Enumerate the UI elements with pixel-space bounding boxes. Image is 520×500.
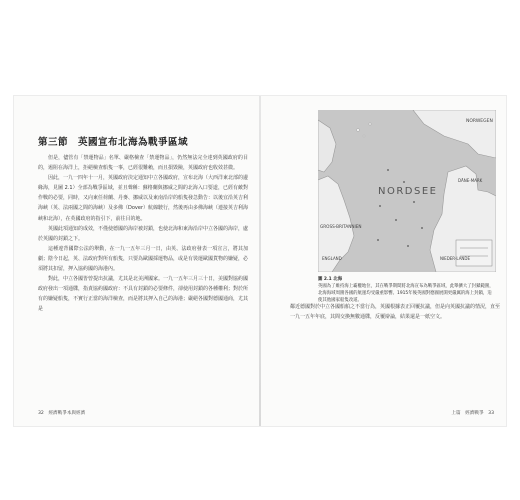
map-label-north-sea: NORDSEE <box>378 186 438 197</box>
section-heading: 第三節 英國宣布北海為戰爭區域 <box>38 137 189 148</box>
caption-text: 英國為了維持海上霸權地位，其在戰爭期間將北海宣布為戰爭區域，此舉擴大了封鎖範圍，北海海域周圍各國的航運均受嚴重影響。1915年後英國對德國展開更嚴厲的海上封鎖，迫使其他國家船隻改道。 <box>318 284 494 303</box>
paragraph: 英國此項通知的成效，不僅使德國的海岸被封鎖，也使北海和東海沿岸中立各國的海岸，處於英國的封鎖之下。 <box>38 225 249 242</box>
paragraph: 鄰近德國對於中立各國船舶之不當行為，英國根據表正回覆抗議，但是向英國抗議的情況，直至一九一五年年底，其間交換無數通牒，反覆辯論，結果還是一紙空文。 <box>290 304 501 321</box>
map-label-netherlands: NIEDER-LANDE <box>440 256 471 261</box>
paragraph: 對此，中立各國皆曾提出抗議，尤其是北美洲國家。一九一五年三月三十日，美國對協約國政府發出一項通牒，指責協約國政府：不具有封鎖的必要條件，卻使用封鎖的各種權利；對於所有的嫌疑船隻，不實行正當的海洋檢查，而是將其押入自己的海港；嚴絕各國對德國通商，尤其是 <box>38 276 249 313</box>
book-gutter <box>259 96 261 426</box>
left-body-text <box>38 153 248 315</box>
map-label-great-britain: GROSS-BRITANNIEN <box>320 224 362 229</box>
right-page <box>270 96 500 426</box>
right-body-text <box>290 302 500 322</box>
map-label-denmark: DÄNE-MARK <box>458 178 483 183</box>
north-sea-map <box>318 110 496 272</box>
map-label-norway: NORWEGEN <box>466 119 493 124</box>
map-label-england: ENGLAND <box>322 256 342 261</box>
map-caption <box>318 276 496 304</box>
paragraph: 這種違背國際公法的舉動，在一九一五年三月一日，由英、法政府發表一項宣言，將其加劇；陰今日起，英、法政府對所有船隻，只要為歐國採運物品，或是有裝運歐國貨物的嫌疑，必須將其扣留，押入協約國的海港內。 <box>38 245 249 273</box>
paragraph: 但是，儘管有「禁運物品」名單、嚴格檢查「禁運物品」，仍然無法完全達到英國政府的目的，遏阻在海洋上，拒絕檢查船隻一事，已經很難賴，而且損毀險，英國政府也收效甚微。 <box>38 155 248 172</box>
caption-title: 圖 2.1 北海 <box>318 277 343 282</box>
left-page <box>24 96 254 426</box>
right-page-folio: 上篇 經濟戰爭 33 <box>451 411 494 416</box>
map-graphic <box>318 110 496 272</box>
left-page-folio: 32 經濟戰爭本與經濟 <box>38 411 86 416</box>
paragraph: 因此，一九一四年十一月，英國政府決定通知中立各國政府，宣布北海（大西洋東北部的邊緣海，見圖 2.1）全部為戰爭區域，並且聲稱：蘇格蘭與挪威之間的北海入口要道，已經有敵對作戰的必要，同時，又向東任荷蘭、丹麥、挪威以及東南沿岸的船隻發急動告：以後宜沿英吉利海峽（英、法兩國之間的海峽）及多佛（Dover）航線駛行，然後再由多佛海峽（連接英吉利海峽和北海），在英國政府的指引下，前往目的地。 <box>38 175 249 222</box>
